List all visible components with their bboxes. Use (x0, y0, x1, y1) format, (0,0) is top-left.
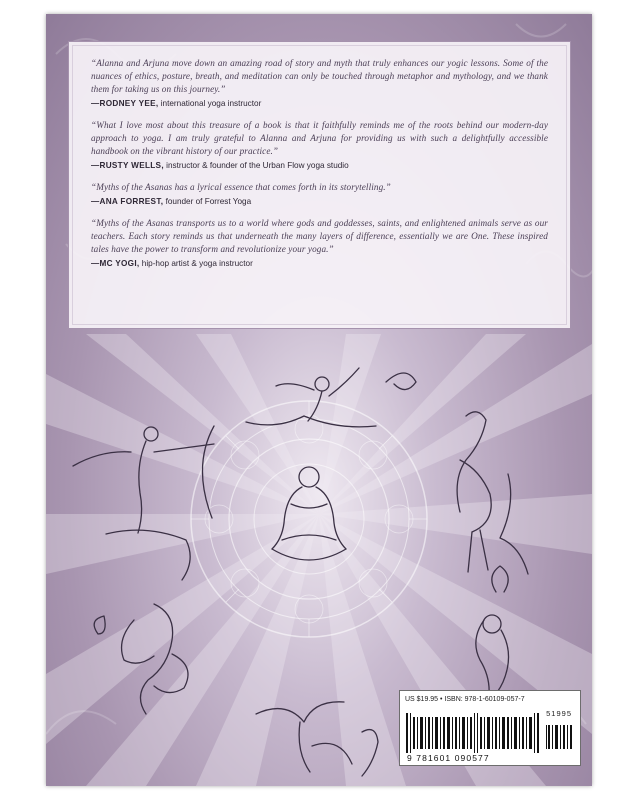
quote-text: “Myths of the Asanas transports us to a world where gods and goddesses, saints, and enlightened animals serve as our teachers. Each story reminds us that underneath the many layers of difference, essentially we are One. These inspired tales have the power to transform and revolutionize your yoga.” (91, 218, 548, 254)
quote-text: “Myths of the Asanas has a lyrical essence that comes forth in its storytelling.” (91, 182, 391, 192)
quote-author-role: hip-hop artist & yoga instructor (141, 259, 253, 268)
quote-author: —MC YOGI, (91, 259, 140, 268)
quote-author-role: international yoga instructor (160, 99, 262, 108)
meditating-figure-icon (272, 467, 346, 560)
quote-attribution (91, 99, 548, 108)
quote-text: “What I love most about this treasure of a book is that it faithfully reminds me of the roots behind our modern-day approach to yoga. I am truly grateful to Alanna and Arjuna for providing us with such a delightfully accessible handbook on the vibrant history of our practice.” (91, 120, 548, 156)
sage-with-horse-icon (94, 604, 188, 714)
book-back-cover (46, 14, 592, 786)
price-code: 51995 (546, 709, 572, 718)
quote-attribution (91, 161, 548, 170)
quote-attribution (91, 259, 548, 268)
testimonials-panel (68, 41, 571, 329)
mandala-icon (191, 401, 427, 637)
dancing-figure-icon (246, 368, 416, 427)
quote-text: “Alanna and Arjuna move down an amazing road of story and myth that truly enhances our yogic lessons. Some of the nuances of ethics, posture, breath, and meditation can only be touched through metaphor and mythology, and we thank them for taking us on this journey.” (91, 58, 548, 94)
barcode-digits: 9 781601 090577 (407, 753, 490, 763)
quote-author: —RODNEY YEE, (91, 99, 159, 108)
quote-attribution (91, 197, 548, 206)
quote-author: —ANA FORREST, (91, 197, 164, 206)
crane-bird-icon (457, 412, 528, 574)
isbn-barcode (399, 690, 581, 766)
quote-author: —RUSTY WELLS, (91, 161, 164, 170)
price-isbn-line: US $19.95 • ISBN: 978-1-60109-057-7 (405, 696, 525, 703)
barcode-icon (406, 711, 576, 753)
quote-author-role: founder of Forrest Yoga (165, 197, 252, 206)
eagle-icon (256, 702, 378, 776)
archer-figure-icon (73, 426, 214, 580)
quote-author-role: instructor & founder of the Urban Flow yoga studio (166, 161, 349, 170)
